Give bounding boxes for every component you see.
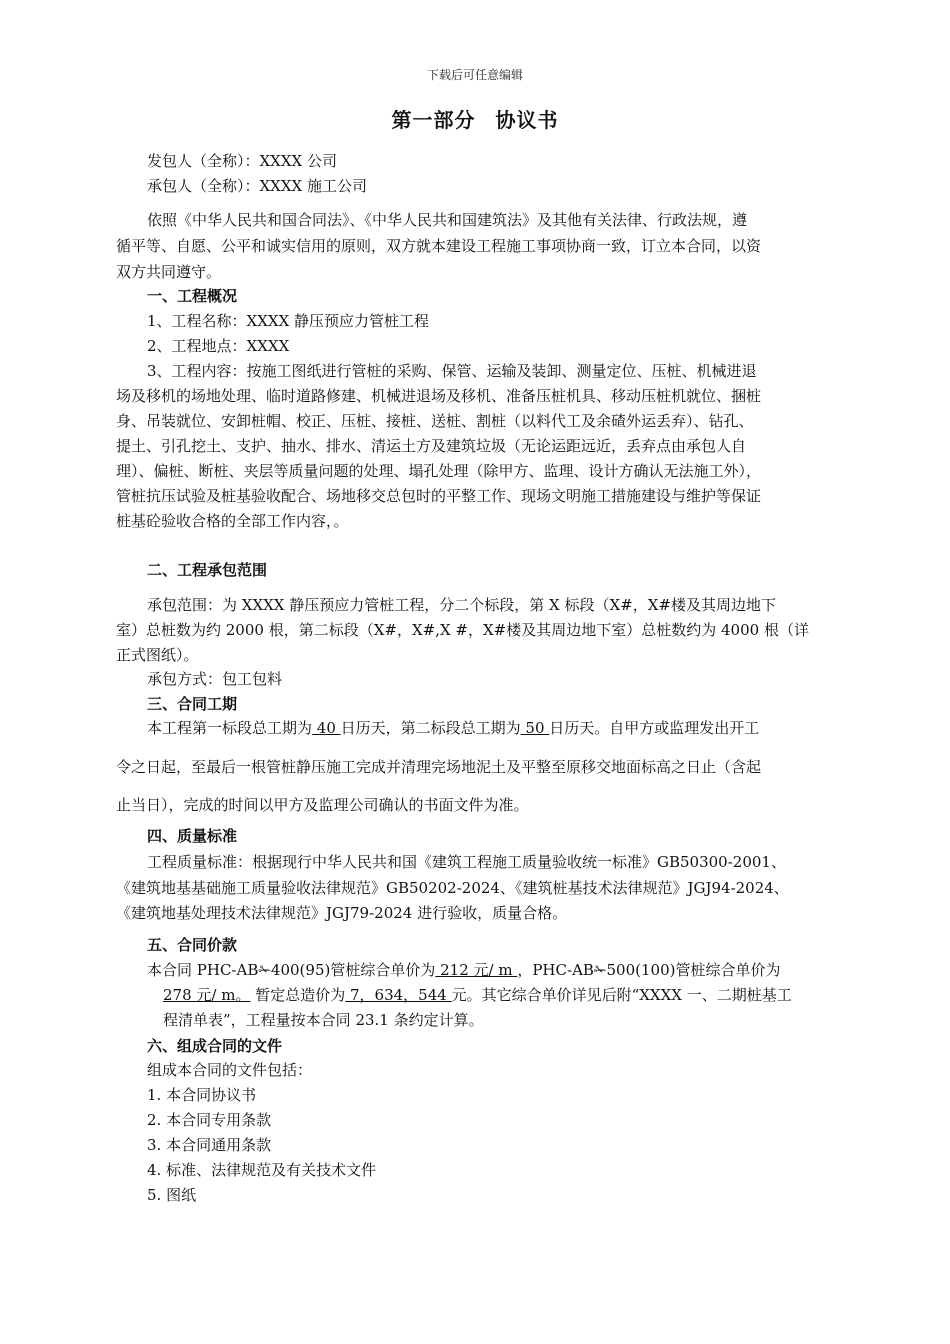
list-item: 1. 本合同协议书 [147, 1086, 257, 1104]
price-line: 程清单表”，工程量按本合同 23.1 条约定计算。 [163, 1011, 484, 1029]
section-heading-quality: 四、质量标准 [147, 827, 238, 845]
title-part: 第一部分 [391, 108, 476, 132]
phase-2-days: 50 [520, 719, 550, 737]
list-item: 4. 标准、法律规范及有关技术文件 [147, 1161, 377, 1179]
list-item: 2. 本合同专用条款 [147, 1111, 272, 1129]
work-content-line: 理）、偏桩、断桩、夹层等质量问题的处理、塌孔处理（除甲方、监理、设计方确认无法施工外）， [116, 462, 762, 480]
contractor-line: 承包人（全称）：XXXX 施工公司 [147, 177, 367, 195]
phi-glyph: ✁ [258, 961, 271, 979]
section-heading-price: 五、合同价款 [147, 936, 238, 954]
period-line: 令之日起，至最后一根管桩静压施工完成并清理完场地泥土及平整至原移交地面标高之日止（含起 [116, 758, 762, 776]
section-heading-period: 三、合同工期 [147, 695, 238, 713]
quality-line: 《建筑地基处理技术法律规范》JGJ79-2024 进行验收，质量合格。 [116, 904, 568, 922]
work-content-line: 管桩抗压试验及桩基验收配合、场地移交总包时的平整工作、现场文明施工措施建设与维护等保证 [116, 487, 762, 505]
price-line: 本合同 PHC-AB✁400(95)管桩综合单价为 212 元/ m ，PHC-AB✁500(100)管桩综合单价为 [147, 961, 781, 979]
period-line: 止当日），完成的时间以甲方及监理公司确认的书面文件为准。 [116, 796, 529, 814]
project-name-line: 1、工程名称：XXXX 静压预应力管桩工程 [147, 312, 430, 330]
project-location-line: 2、工程地点：XXXX [147, 337, 290, 355]
documents-intro: 组成本合同的文件包括： [147, 1061, 313, 1079]
section-heading-documents: 六、组成合同的文件 [147, 1037, 283, 1055]
quality-line: 《建筑地基基础施工质量验收法律规范》GB50202-2024、《建筑桩基技术法律规范》JGJ94-2024、 [116, 879, 789, 897]
title-name: 协议书 [495, 108, 559, 132]
period-line: 本工程第一标段总工期为 40 日历天，第二标段总工期为 50 日历天。自甲方或监理发出开工 [147, 719, 760, 737]
preamble-line: 依照《中华人民共和国合同法》、《中华人民共和国建筑法》及其他有关法律、行政法规，遵 [147, 211, 748, 229]
scope-line: 承包范围：为 XXXX 静压预应力管桩工程，分二个标段，第 X 标段（X#，X#楼及其周边地下 [147, 596, 776, 614]
contract-mode-line: 承包方式：包工包料 [147, 670, 283, 688]
list-item: 3. 本合同通用条款 [147, 1136, 272, 1154]
section-heading-overview: 一、工程概况 [147, 287, 238, 305]
work-content-line: 桩基砼验收合格的全部工作内容，。 [116, 512, 349, 530]
employer-line: 发包人（全称）：XXXX 公司 [147, 152, 337, 170]
page-title [0, 104, 950, 133]
preamble-line: 循平等、自愿、公平和诚实信用的原则，双方就本建设工程施工事项协商一致，订立本合同，以资 [116, 237, 762, 255]
total-price: 7，634，544 [345, 986, 452, 1004]
quality-line: 工程质量标准：根据现行中华人民共和国《建筑工程施工质量验收统一标准》GB50300-2001、 [147, 853, 786, 871]
work-content-line: 身、吊装就位、安卸桩帽、校正、压桩、接桩、送桩、割桩（以料代工及余碴外运丢弃）、钻孔、 [116, 412, 754, 430]
scope-line: 正式图纸）。 [116, 646, 199, 664]
price-line: 278 元/ m。 暂定总造价为 7，634，544 元。其它综合单价详见后附“XXXX 一、二期桩基工 [163, 986, 792, 1004]
work-content-line: 3、工程内容：按施工图纸进行管桩的采购、保管、运输及装卸、测量定位、压桩、机械进退 [147, 362, 757, 380]
preamble-line: 双方共同遵守。 [116, 263, 222, 281]
unit-price-500: 278 元/ m。 [163, 986, 251, 1004]
scope-line: 室）总桩数为约 2000 根，第二标段（X#，X#,X #，X#楼及其周边地下室）总桩数约为 4000 根（详 [116, 621, 809, 639]
list-item: 5. 图纸 [147, 1186, 197, 1204]
unit-price-400: 212 元/ m [435, 961, 518, 979]
work-content-line: 提土、引孔挖土、支护、抽水、排水、清运土方及建筑垃圾（无论运距远近，丢弃点由承包人自 [116, 437, 747, 455]
header-note: 下载后可任意编辑 [426, 68, 523, 82]
phase-1-days: 40 [312, 719, 341, 737]
work-content-line: 场及移机的场地处理、临时道路修建、机械进退场及移机、准备压桩机具、移动压桩机就位、捆桩 [116, 387, 762, 405]
phi-glyph: ✁ [593, 961, 607, 979]
section-heading-scope: 二、工程承包范围 [147, 561, 268, 579]
